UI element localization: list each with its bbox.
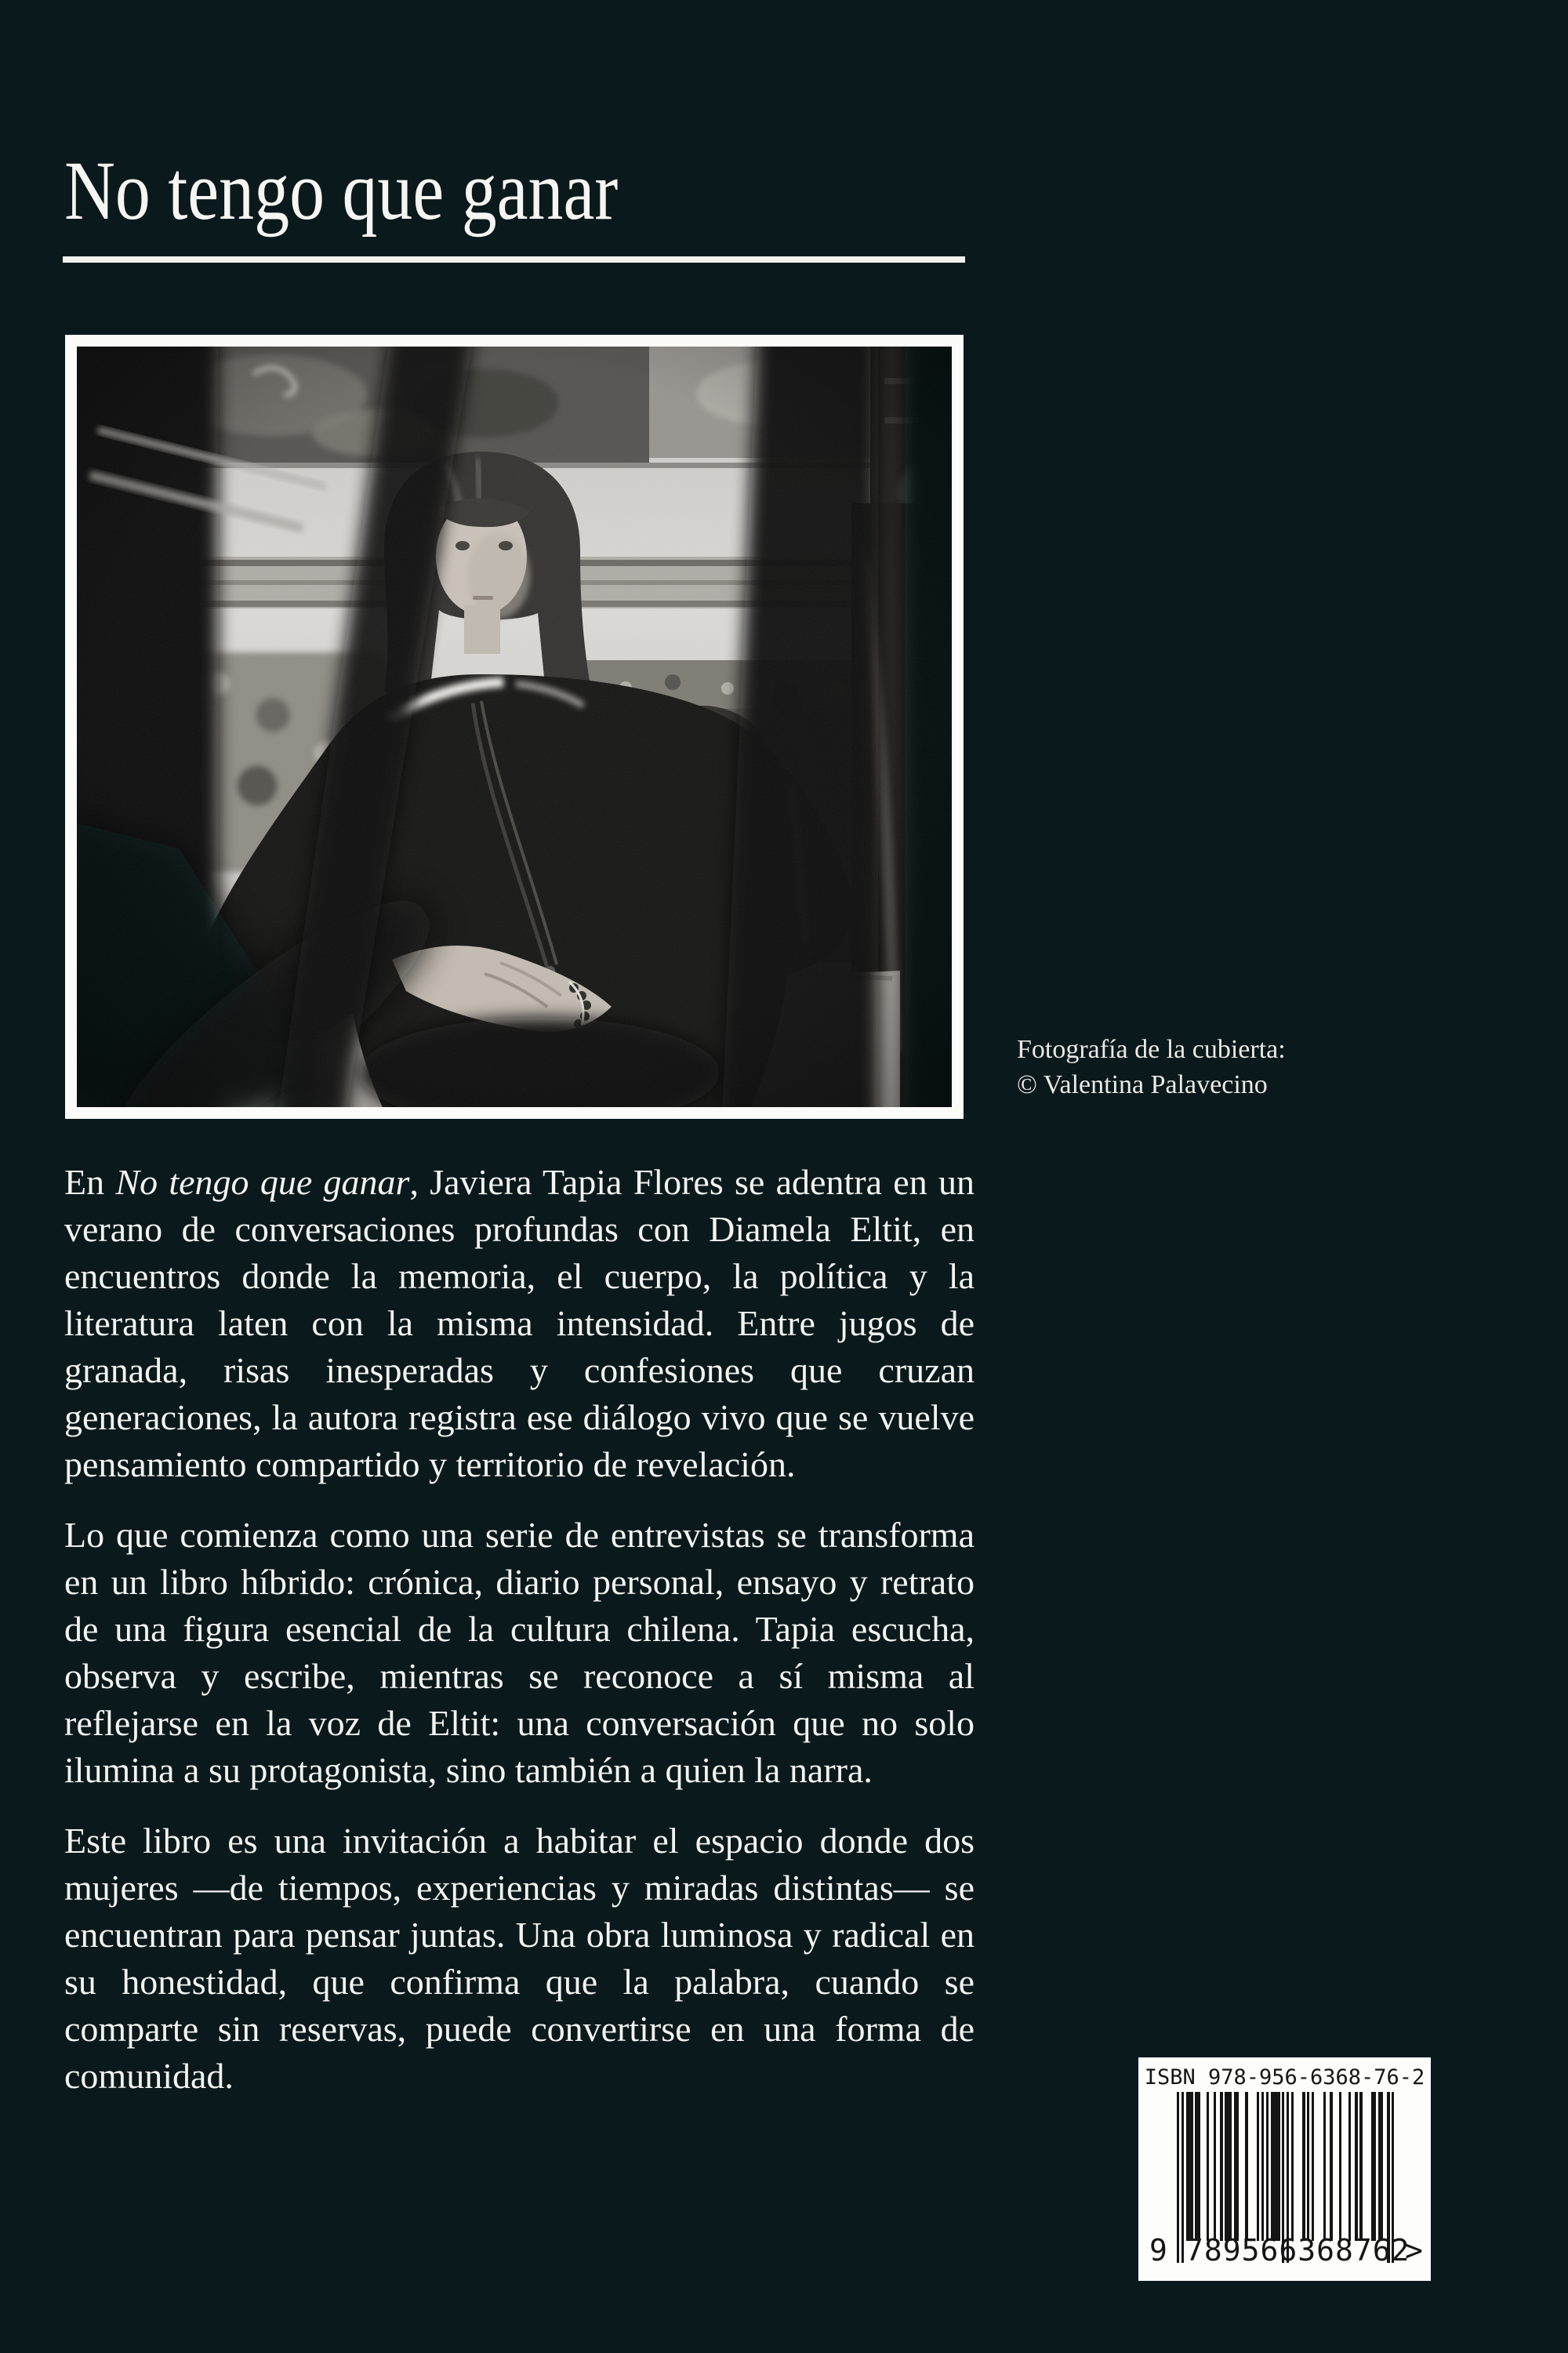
book-title: No tengo que ganar: [64, 145, 619, 238]
isbn-label: ISBN 978-956-6368-76-2: [1144, 2065, 1425, 2090]
ean13-digit-first: 9: [1149, 2233, 1167, 2268]
paragraph-3: Este libro es una invitación a habitar el espacio donde dos mujeres —de tiempos, experiencias y miradas distintas— se encuentran para pensar juntas. Una obra luminosa y radical en su honestidad, que confirma que la palabra, cuando se comparte sin reservas, puede convertirse en una forma de comunidad.: [64, 1821, 975, 2096]
ean13-quiet-zone-arrow: >: [1405, 2233, 1423, 2268]
title-rule: [63, 256, 965, 263]
paragraph-2: Lo que comienza como una serie de entrevistas se transforma en un libro híbrido: crónica, diario personal, ensayo y retrato de una figura esencial de la cultura chilena. Tapia escucha, observa y escribe, mientras se reconoce a sí misma al reflejarse en la voz de Eltit: una conversación que no solo ilumina a su protagonista, sino también a quien la narra.: [64, 1515, 975, 1790]
ean13-digit-main: 789566368762: [1185, 2233, 1410, 2268]
paragraph-1-book-title-italic: No tengo que ganar: [115, 1162, 410, 1202]
ean13-digits: [1138, 2233, 1431, 2272]
photo-caption: [1017, 1032, 1286, 1102]
photo-caption-line1: Fotografía de la cubierta:: [1017, 1035, 1286, 1064]
cover-photo-illustration: [77, 347, 952, 1107]
photo-caption-line2: © Valentina Palavecino: [1017, 1070, 1268, 1099]
paragraph-1-lead: En: [64, 1162, 116, 1202]
back-cover-copy: [64, 1159, 975, 2123]
paragraph-1-rest: , Javiera Tapia Flores se adentra en un verano de conversaciones profundas con Diamela Eltit, en encuentros donde la memoria, el cuerpo, la política y la literatura laten con la misma intensidad. Entre jugos de granada, risas inesperadas y confesiones que cruzan generaciones, la autora registra ese diálogo vivo que se vuelve pensamiento compartido y territorio de revelación.: [64, 1162, 975, 1484]
cover-photo: [65, 335, 964, 1119]
isbn-barcode: [1138, 2057, 1431, 2281]
paragraph-1: [64, 1159, 975, 1488]
